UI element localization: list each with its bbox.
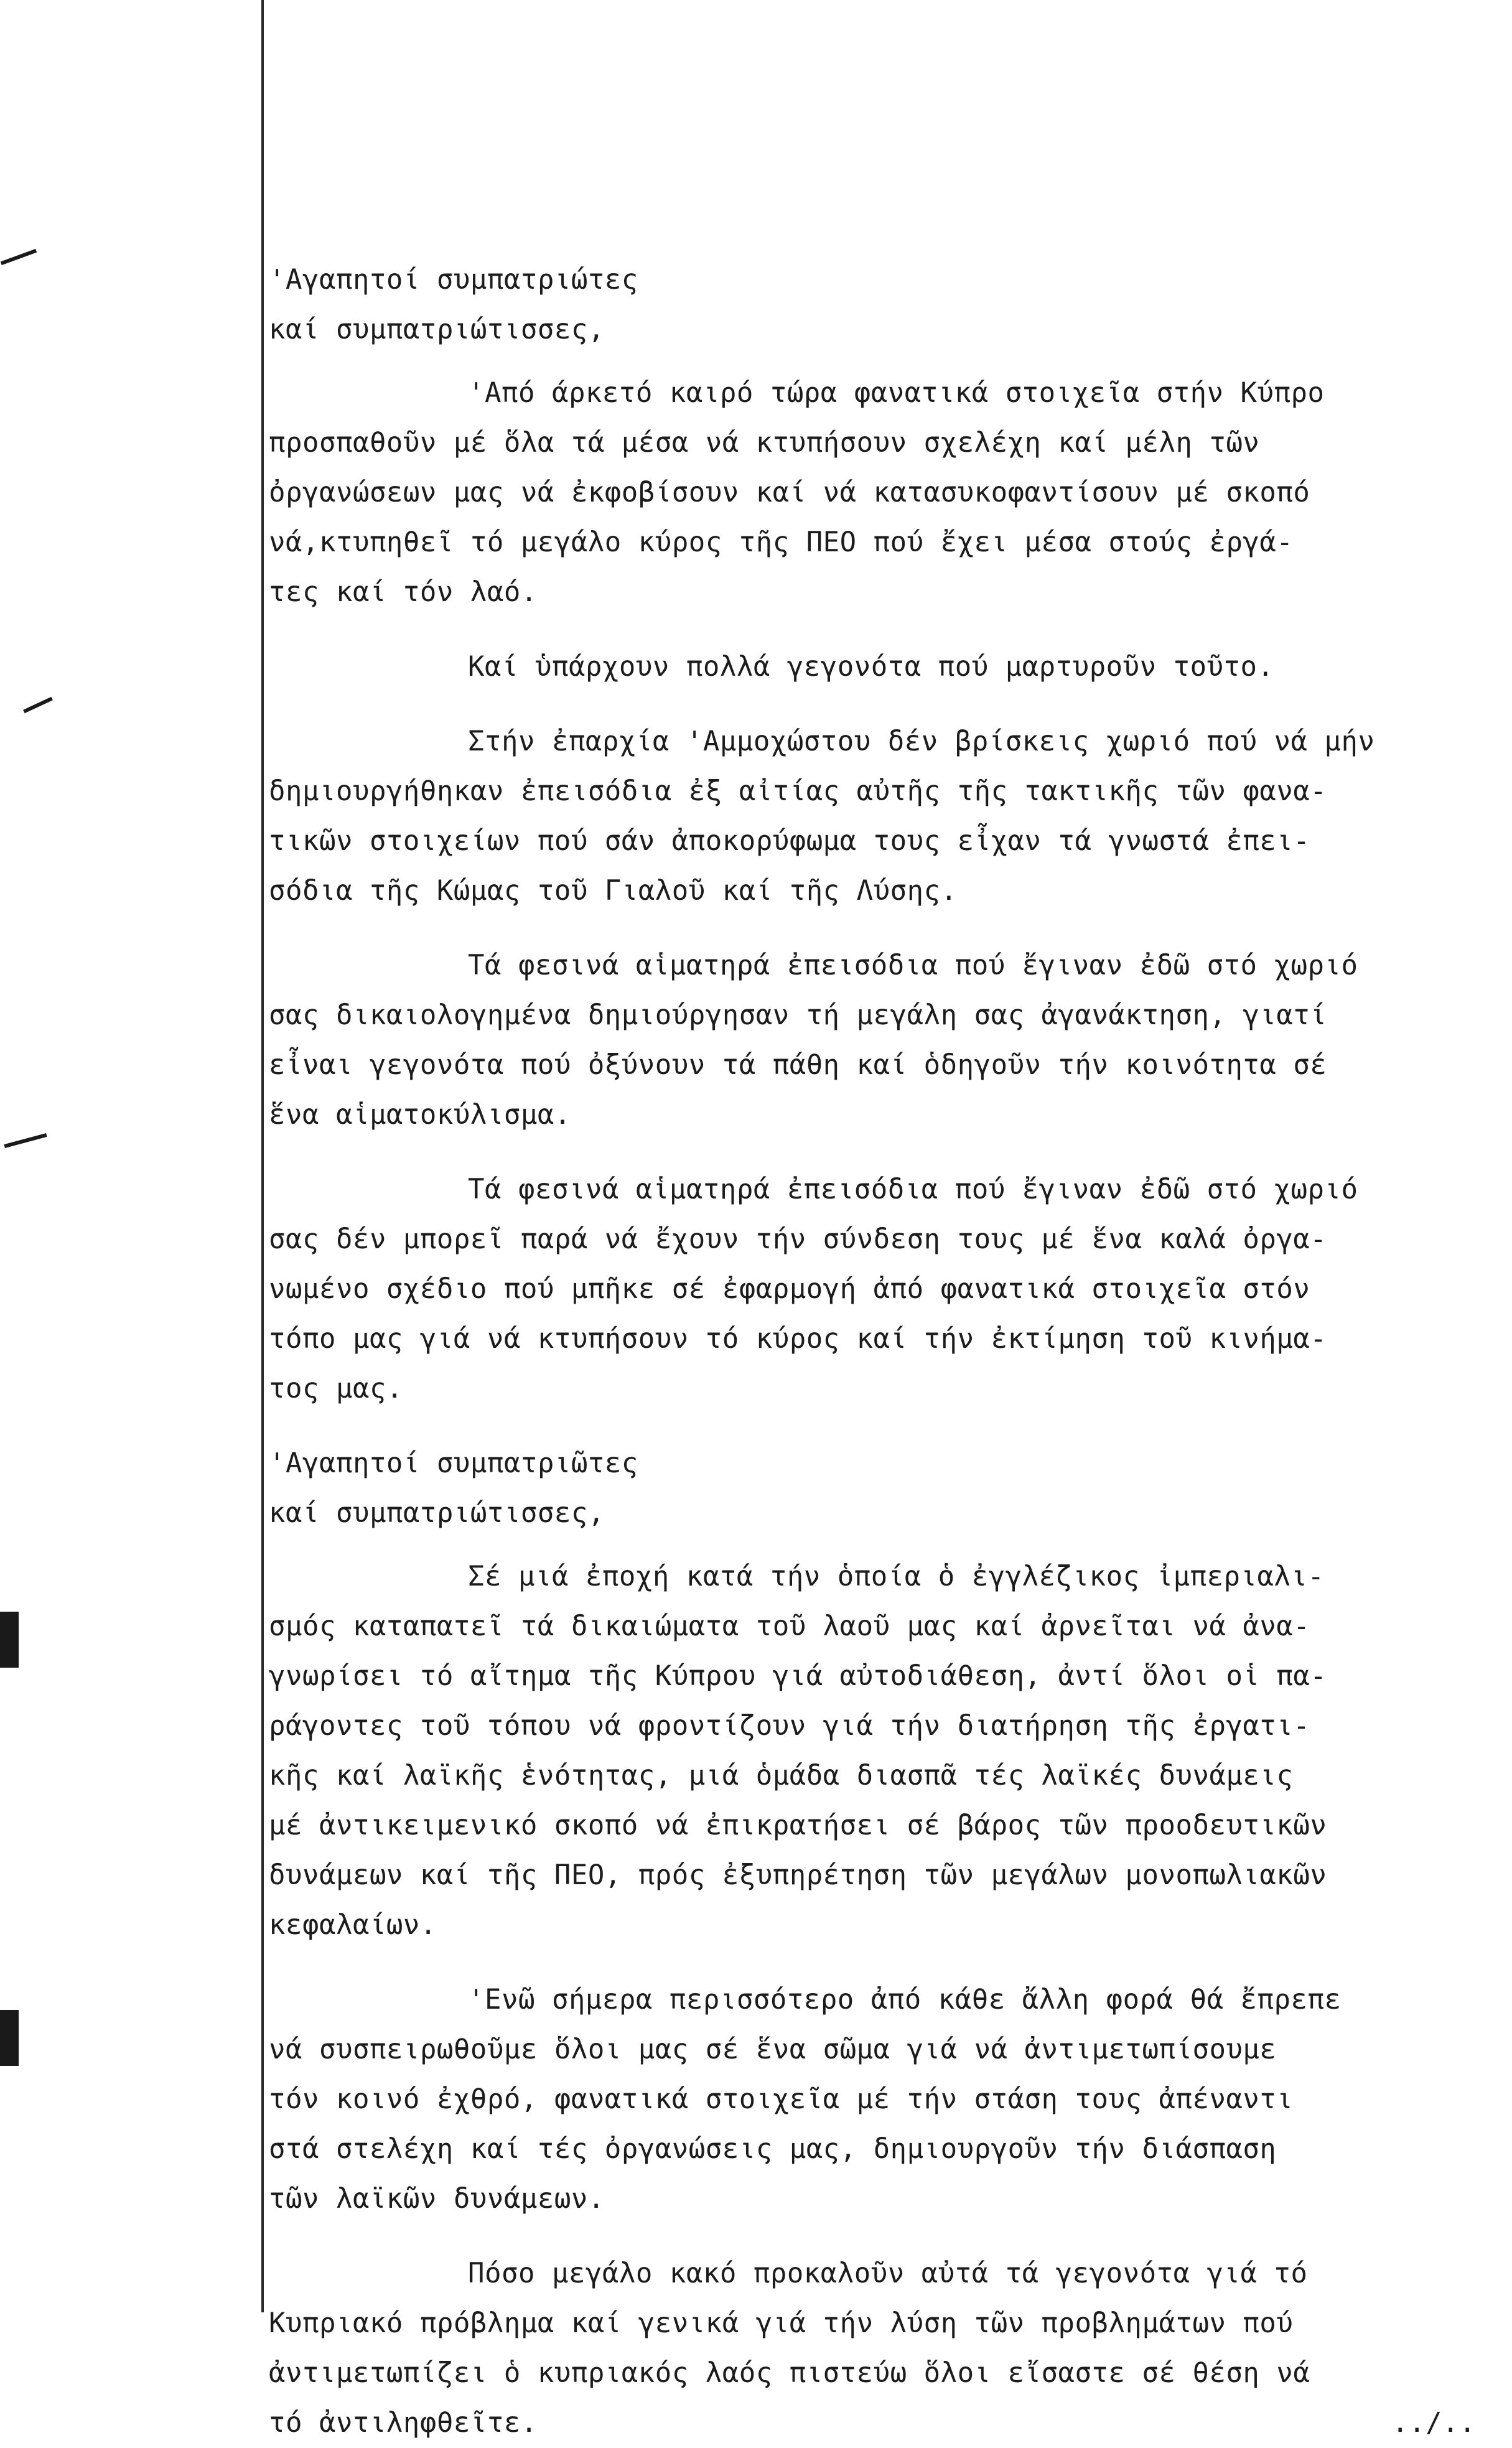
text-line: σόδια τῆς Κώμας τοῦ Γιαλοῦ καί τῆς Λύσης. — [269, 875, 958, 907]
greeting — [269, 255, 1476, 355]
text-line: καί συμπατριώτισσες, — [269, 314, 605, 345]
text-line: σμός καταπατεῖ τά δικαιώματα τοῦ λαοῦ μας καί ἀρνεῖται νά ἀνα- — [269, 1610, 1310, 1642]
text-line: Τά φεσινά αἱματηρά ἐπεισόδια πού ἔγιναν ἐδῶ στό χωριό — [468, 950, 1358, 981]
text-line: 'Αγαπητοί συμπατριώτες — [269, 264, 638, 296]
letter-body — [269, 255, 1476, 2448]
paragraph — [269, 1975, 1476, 2224]
text-line: καί συμπατριώτισσες, — [269, 1497, 605, 1529]
paragraph — [269, 941, 1476, 1140]
hole-punch-mark — [0, 1612, 19, 1668]
text-line: τόν κοινό ἐχθρό, φανατικά στοιχεῖα μέ τήν στάση τους ἀπέναντι — [269, 2083, 1294, 2115]
text-line: Καί ὑπάρχουν πολλά γεγονότα πού μαρτυροῦν τοῦτο. — [468, 651, 1274, 683]
text-line: ὀργανώσεων μας νά ἐκφοβίσουν καί νά κατασυκοφαντίσουν μέ σκοπό — [269, 477, 1310, 508]
text-line: προσπαθοῦν μέ ὅλα τά μέσα νά κτυπήσουν σχελέχη καί μέλη τῶν — [269, 427, 1260, 459]
paragraph — [269, 642, 1476, 692]
text-line: δυνάμεων καί τῆς ΠΕΟ, πρός ἐξυπηρέτηση τῶν μεγάλων μονοπωλιακῶν — [269, 1859, 1327, 1891]
text-line: τος μας. — [269, 1373, 403, 1404]
hole-punch-mark — [0, 2010, 19, 2066]
text-line: 'Αγαπητοί συμπατριῶτες — [269, 1447, 638, 1479]
text-line: ἕνα αἱματοκύλισμα. — [269, 1099, 571, 1131]
text-line: σας δέν μπορεῖ παρά νά ἔχουν τήν σύνδεση τους μέ ἕνα καλά ὀργα- — [269, 1223, 1327, 1255]
text-line: 'Ενῶ σήμερα περισσότερο ἀπό κάθε ἄλλη φορά θά ἔπρεπε — [468, 1984, 1342, 2016]
paragraph — [269, 368, 1476, 617]
text-line: σας δικαιολογημένα δημιούργησαν τή μεγάλη σας ἀγανάκτηση, γιατί — [269, 999, 1327, 1031]
text-line: τικῶν στοιχείων πού σάν ἀποκορύφωμα τους εἶχαν τά γνωστά ἐπει- — [269, 825, 1310, 857]
text-line: ράγοντες τοῦ τόπου νά φροντίζουν γιά τήν διατήρηση τῆς ἐργατι- — [269, 1710, 1310, 1742]
text-line: Σέ μιά ἐποχή κατά τήν ὁποία ὁ ἐγγλέζικος ἰμπεριαλι- — [468, 1561, 1325, 1592]
text-line: Κυπριακό πρόβλημα καί γενικά γιά τήν λύση τῶν προβλημάτων πού — [269, 2307, 1294, 2339]
text-line: νωμένο σχέδιο πού μπῆκε σέ ἐφαρμογή ἀπό φανατικά στοιχεῖα στόν — [269, 1273, 1310, 1305]
text-line: στά στελέχη καί τές ὀργανώσεις μας, δημιουργοῦν τήν διάσπαση — [269, 2133, 1277, 2165]
text-line: τῶν λαϊκῶν δυνάμεων. — [269, 2183, 605, 2215]
text-line: εἶναι γεγονότα πού ὀξύνουν τά πάθη καί ὁδηγοῦν τήν κοινότητα σέ — [269, 1049, 1327, 1081]
text-line: Πόσο μεγάλο κακό προκαλοῦν αὐτά τά γεγονότα γιά τό — [468, 2258, 1308, 2289]
continuation-mark: ../.. — [1392, 2407, 1476, 2439]
text-line: τόπο μας γιά νά κτυπήσουν τό κύρος καί τήν ἐκτίμηση τοῦ κινήμα- — [269, 1323, 1327, 1355]
text-line: 'Από άρκετό καιρό τώρα φανατικά στοιχεῖα στήν Κύπρο — [468, 377, 1325, 409]
scan-mark — [23, 697, 53, 714]
paragraph — [269, 1165, 1476, 1414]
text-line: κεφαλαίων. — [269, 1909, 437, 1941]
text-line: νά συσπειρωθοῦμε ὅλοι μας σέ ἕνα σῶμα γιά νά ἀντιμετωπίσουμε — [269, 2034, 1277, 2065]
greeting — [269, 1439, 1476, 1538]
paragraph — [269, 1552, 1476, 1950]
paragraph — [269, 717, 1476, 916]
paragraph — [269, 2249, 1476, 2448]
text-line: ἀντιμετωπίζει ὁ κυπριακός λαός πιστεύω ὅλοι εἴσαστε σέ θέση νά — [269, 2357, 1310, 2389]
text-line: νά,κτυπηθεῖ τό μεγάλο κύρος τῆς ΠΕΟ πού ἔχει μέσα στούς ἐργά- — [269, 526, 1294, 558]
text-line: μέ ἀντικειμενικό σκοπό νά ἐπικρατήσει σέ βάρος τῶν προοδευτικῶν — [269, 1810, 1327, 1841]
text-line: τες καί τόν λαό. — [269, 576, 538, 608]
text-line: Τά φεσινά αἱματηρά ἐπεισόδια πού ἔγιναν ἐδῶ στό χωριό — [468, 1174, 1358, 1205]
text-line: Στήν ἐπαρχία 'Αμμοχώστου δέν βρίσκεις χωριό πού νά μήν — [468, 726, 1375, 757]
text-line: δημιουργήθηκαν ἐπεισόδια ἐξ αἰτίας αὐτῆς τῆς τακτικῆς τῶν φανα- — [269, 775, 1327, 807]
scan-mark — [1, 249, 37, 265]
text-line: τό ἀντιληφθεῖτε. — [269, 2407, 538, 2439]
text-line: γνωρίσει τό αἴτημα τῆς Κύπρου γιά αὐτοδιάθεση, ἀντί ὅλοι οἱ πα- — [269, 1660, 1327, 1692]
margin-line — [261, 0, 264, 2312]
scan-mark — [4, 1133, 47, 1148]
text-line: κῆς καί λαϊκῆς ἑνότητας, μιά ὁμάδα διασπᾶ τές λαϊκές δυνάμεις — [269, 1760, 1294, 1792]
